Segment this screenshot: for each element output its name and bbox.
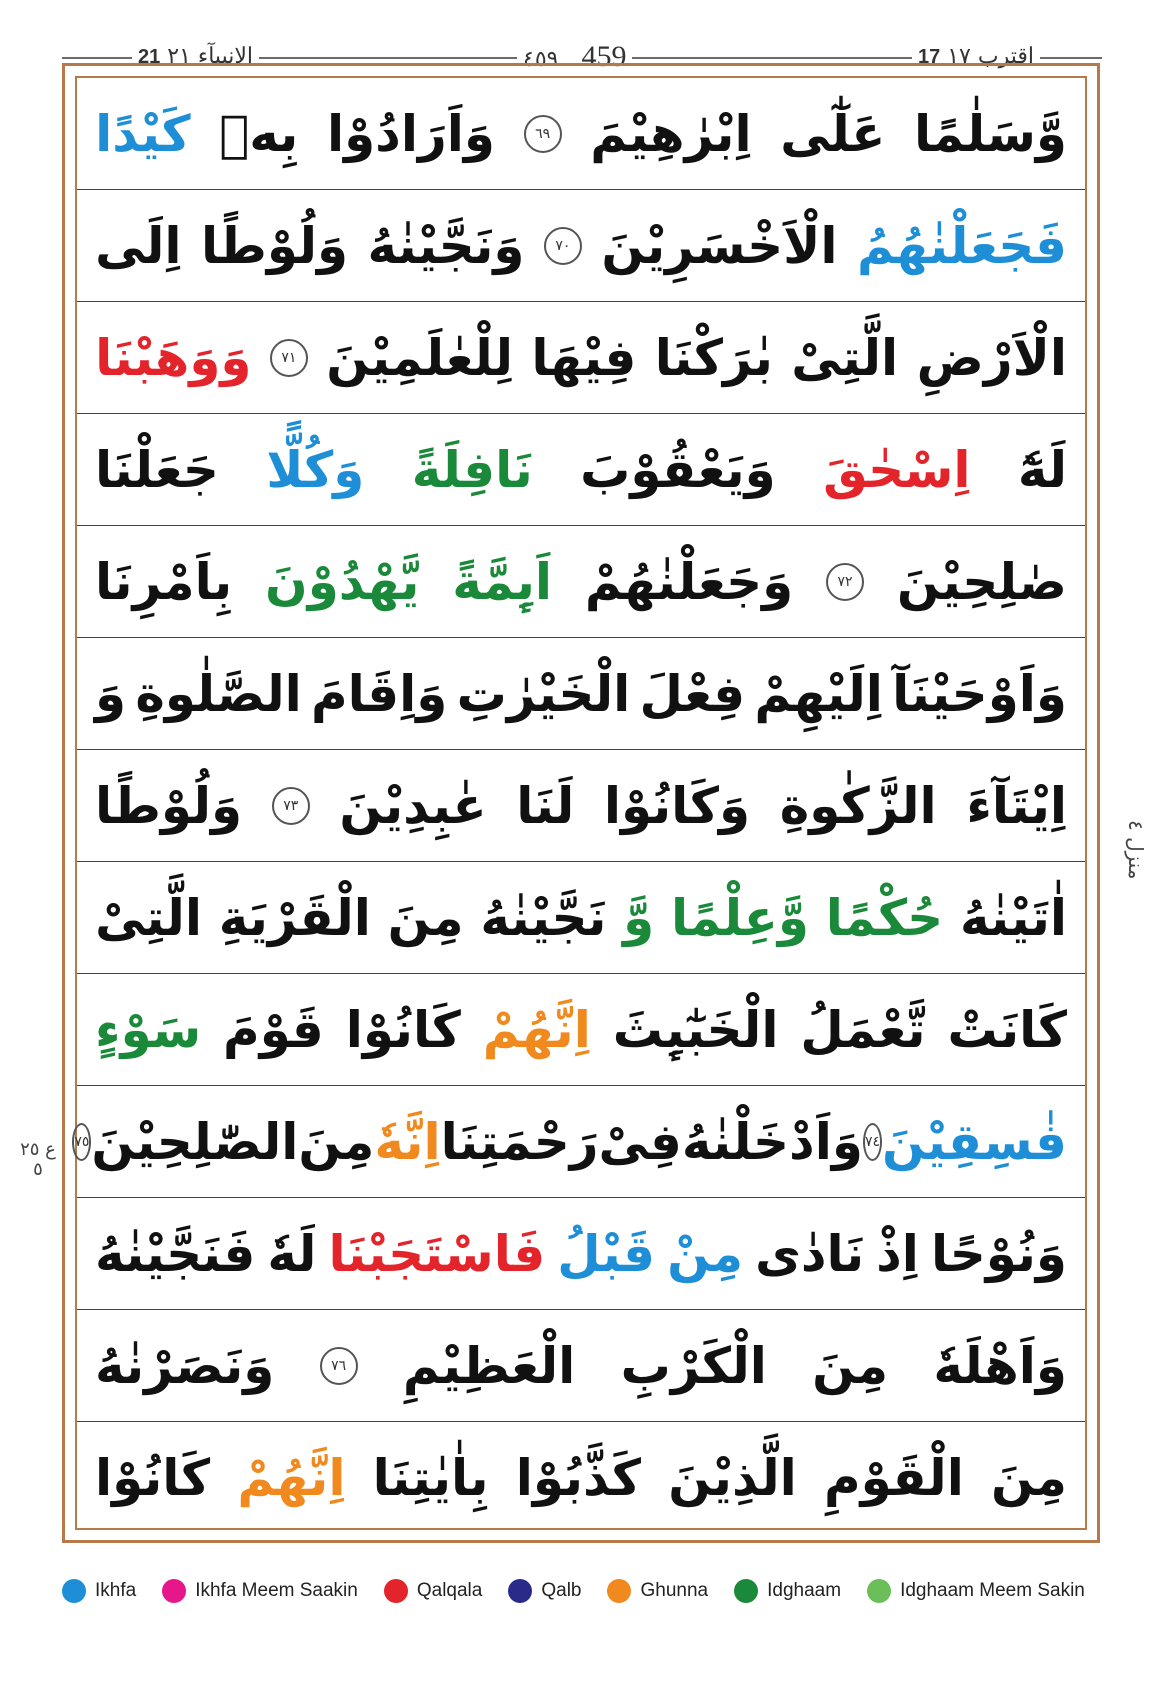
word: اِبْرٰهِیْمَ	[590, 104, 752, 163]
page-number-arabic: ٤٥٩	[523, 47, 559, 72]
word: وَلُوْطًا	[200, 216, 349, 275]
word: وَنَصَرْنٰهُ	[95, 1336, 275, 1395]
word: تَّعْمَلُ	[800, 1000, 926, 1059]
manzil-mark: منزل ٤	[1124, 820, 1148, 880]
word: وَوَهَبْنَا	[95, 328, 252, 387]
word: سَوْءٍ	[95, 1000, 202, 1059]
word: اٰتَیْنٰهُ	[959, 888, 1067, 947]
word: الْقَرْیَةِ	[218, 888, 371, 947]
word: مِنْ	[667, 1224, 744, 1283]
word: نَادٰی	[755, 1224, 865, 1283]
word: وَیَعْقُوْبَ	[580, 440, 776, 499]
word: حُكْمًا	[825, 888, 944, 947]
ayah-marker: ٦٩	[524, 115, 562, 153]
word: الصّٰلِحِیْنَ	[91, 1112, 299, 1171]
word: وَّسَلٰمًا	[914, 104, 1067, 163]
legend-label: Idghaam Meem Sakin	[900, 1580, 1085, 1601]
text-line	[74, 1086, 1085, 1198]
legend-item	[607, 1579, 708, 1603]
word: وَاَوْحَیْنَآ	[892, 664, 1067, 723]
word: اِلَیْهِمْ	[754, 664, 883, 723]
text-line	[77, 1198, 1085, 1310]
text-line	[77, 190, 1085, 302]
word: الْكَرْبِ	[620, 1336, 767, 1395]
word: اَىِٕمَّةً	[452, 552, 553, 611]
tajweed-legend	[62, 1573, 1122, 1609]
ayah-marker: ٧٠	[544, 227, 582, 265]
word: الْعَظِیْمِ	[402, 1336, 576, 1395]
word: الزَّكٰوةِ	[779, 776, 937, 835]
legend-item	[508, 1579, 581, 1603]
word: فٰسِقِیْنَ	[881, 1112, 1067, 1171]
word: یَّهْدُوْنَ	[265, 552, 420, 611]
legend-label: Qalb	[541, 1580, 582, 1601]
word: اِسْحٰقَ	[823, 440, 971, 499]
surah-name: الانبيآء ٢١	[167, 44, 253, 69]
text-lines	[75, 76, 1087, 1530]
word: وَكُلًّا	[266, 440, 365, 499]
word: قَبْلُ	[557, 1224, 656, 1283]
text-line	[77, 1310, 1085, 1422]
word: عٰبِدِیْنَ	[339, 776, 487, 835]
ayah-marker: ٧١	[270, 339, 308, 377]
word: عَلٰٓی	[780, 104, 886, 163]
text-line	[77, 638, 1085, 750]
word: لَهٗٓ	[1017, 440, 1067, 499]
ayah-marker: ٧٥	[72, 1123, 91, 1161]
text-line	[77, 414, 1085, 526]
word: وَّعِلْمًا	[671, 888, 809, 947]
ayah-marker: ٧٤	[863, 1123, 882, 1161]
word: فِیْ	[598, 1112, 682, 1171]
legend-item	[62, 1579, 136, 1603]
word: لَنَا	[516, 776, 575, 835]
word: وَكَانُوْا	[603, 776, 751, 835]
legend-label: Ikhfa	[95, 1580, 137, 1601]
legend-label: Ghunna	[640, 1580, 709, 1601]
legend-item	[734, 1579, 841, 1603]
page-frame	[62, 63, 1100, 1543]
word: اِنَّهُمْ	[482, 1000, 591, 1059]
surah-number: 21	[138, 46, 161, 68]
word: بِاٰیٰتِنَا	[372, 1449, 489, 1507]
word: اِلَی	[95, 216, 182, 275]
word: كَیْدًا	[95, 104, 191, 163]
word: وَنَجَّیْنٰهُ	[367, 216, 525, 275]
text-line	[77, 862, 1085, 974]
legend-color-dot-icon	[508, 1579, 532, 1603]
text-line	[77, 78, 1085, 190]
word: صٰلِحِیْنَ	[896, 552, 1067, 611]
word: وَاِقَامَ	[311, 664, 448, 723]
word: الْخَبٰٓىِٕثَ	[612, 1000, 779, 1059]
legend-label: Ikhfa Meem Saakin	[195, 1580, 358, 1601]
ayah-marker: ٧٣	[272, 787, 310, 825]
word: فَجَعَلْنٰهُمُ	[856, 216, 1067, 275]
word: بِاَمْرِنَا	[95, 552, 233, 611]
word: بٰرَكْنَا	[654, 328, 773, 387]
legend-color-dot-icon	[734, 1579, 758, 1603]
word: مِنَ	[298, 1112, 375, 1171]
word: لِلْعٰلَمِیْنَ	[326, 328, 514, 387]
word: الْقَوْمِ	[823, 1449, 964, 1507]
word: مِنَ	[812, 1336, 889, 1395]
word: اِنَّهٗ	[374, 1112, 441, 1171]
text-line	[77, 974, 1085, 1086]
word: وَاَدْخَلْنٰهُ	[681, 1112, 863, 1171]
word: كَذَّبُوْا	[515, 1449, 641, 1507]
word: فِیْهَا	[531, 328, 637, 387]
legend-item	[867, 1579, 1085, 1603]
legend-color-dot-icon	[162, 1579, 186, 1603]
word: وَّ	[623, 888, 655, 947]
word: اِیْتَآءَ	[966, 776, 1067, 835]
word: كَانُوْا	[95, 1449, 211, 1507]
word: اِنَّهُمْ	[237, 1449, 346, 1507]
word: قَوْمَ	[223, 1000, 324, 1059]
ruku-mark: ع ٢٥ ٥	[20, 1139, 56, 1180]
text-line	[77, 750, 1085, 862]
legend-label: Qalqala	[416, 1580, 483, 1601]
word: نَجَّیْنٰهُ	[480, 888, 607, 947]
ayah-marker: ٧٦	[320, 1347, 358, 1385]
word: وَنُوْحًا	[930, 1224, 1067, 1283]
legend-label: Idghaam	[767, 1580, 842, 1601]
word: وَلُوْطًا	[95, 776, 243, 835]
word: الصَّلٰوةِ	[135, 664, 302, 723]
juz-number: 17	[917, 46, 941, 68]
word: نَافِلَةً	[411, 440, 533, 499]
word: فَاسْتَجَبْنَا	[328, 1224, 546, 1283]
juz-name: اقترب ١٧	[947, 44, 1034, 69]
word: رَحْمَتِنَا	[440, 1112, 599, 1171]
word: الْخَیْرٰتِ	[456, 664, 631, 723]
word: جَعَلْنَا	[95, 440, 219, 499]
word: اِذْ	[876, 1224, 919, 1283]
legend-color-dot-icon	[384, 1579, 408, 1603]
legend-item	[162, 1579, 358, 1603]
word: كَانَتْ	[947, 1000, 1067, 1059]
word: وَاَرَادُوْا	[326, 104, 495, 163]
word: كَانُوْا	[345, 1000, 461, 1059]
page-number: 459	[581, 40, 627, 73]
word: الَّتِیْ	[791, 328, 899, 387]
ayah-marker: ٧٢	[826, 563, 864, 601]
legend-color-dot-icon	[607, 1579, 631, 1603]
word: لَهٗ	[267, 1224, 317, 1283]
word: الْاَرْضِ	[916, 328, 1067, 387]
word: وَ	[95, 664, 127, 723]
word: الَّتِیْ	[95, 888, 202, 947]
legend-color-dot-icon	[62, 1579, 86, 1603]
word: بِهٖ	[219, 104, 299, 163]
legend-item	[384, 1579, 483, 1603]
word: الَّذِیْنَ	[668, 1449, 797, 1507]
legend-color-dot-icon	[867, 1579, 891, 1603]
word: فِعْلَ	[639, 664, 746, 723]
word: وَجَعَلْنٰهُمْ	[584, 552, 794, 611]
word: مِنَ	[991, 1449, 1067, 1507]
word: الْاَخْسَرِیْنَ	[601, 216, 838, 275]
word: مِنَ	[387, 888, 464, 947]
text-line	[77, 1422, 1085, 1534]
word: وَاَهْلَهٗ	[933, 1336, 1067, 1395]
text-line	[77, 302, 1085, 414]
word: فَنَجَّیْنٰهُ	[95, 1224, 256, 1283]
text-line	[77, 526, 1085, 638]
